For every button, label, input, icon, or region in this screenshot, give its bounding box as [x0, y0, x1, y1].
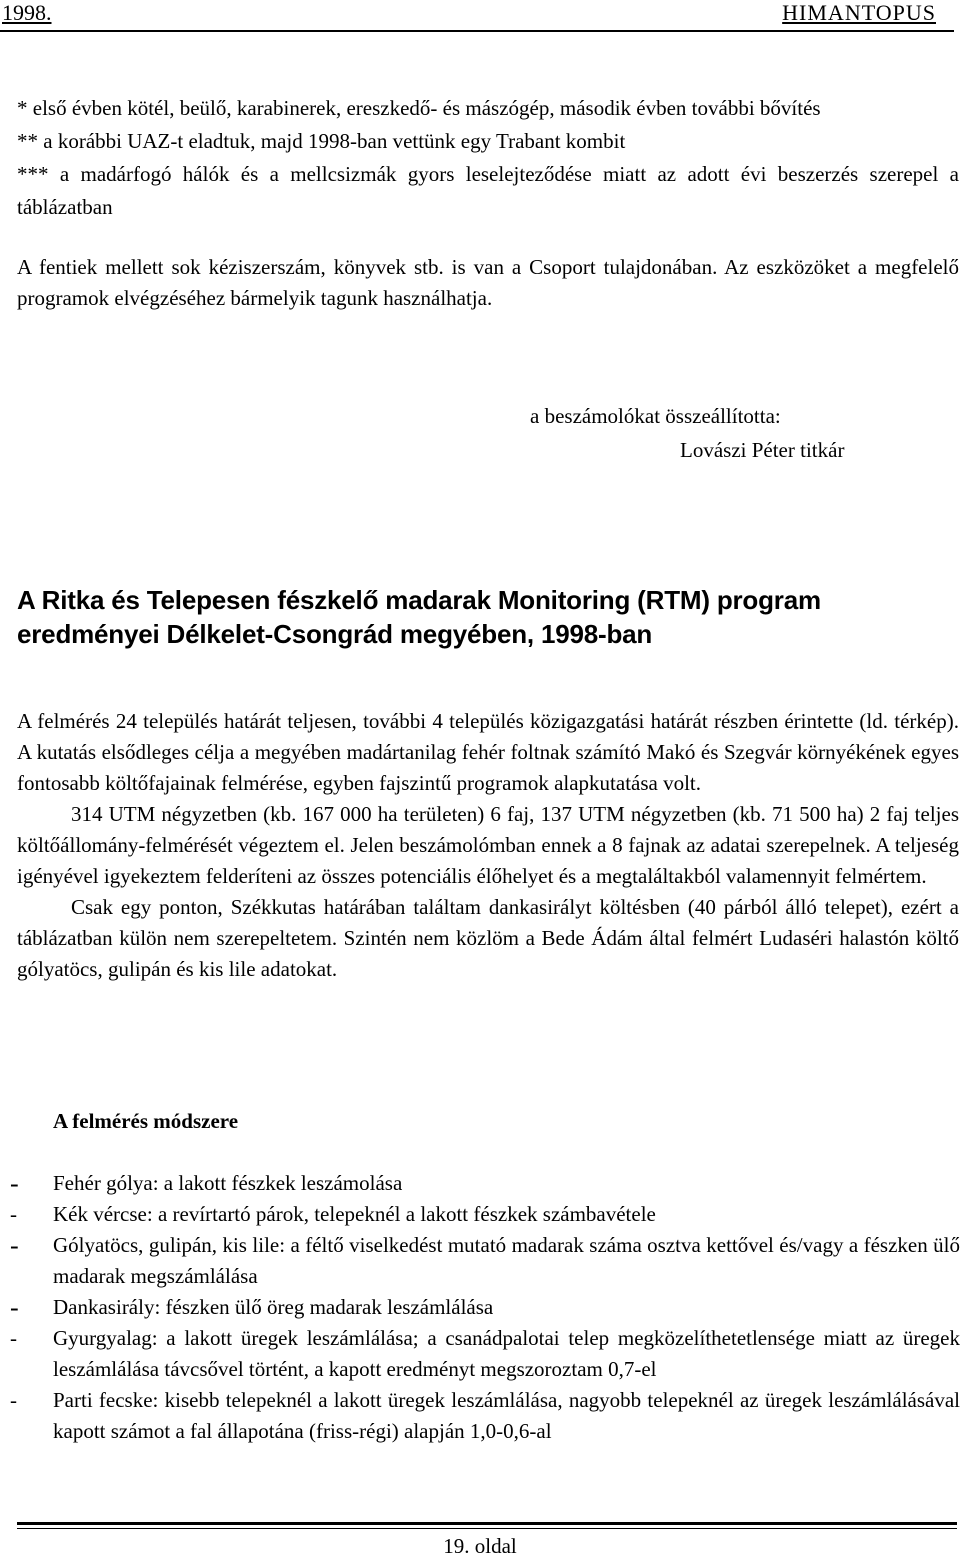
- footer-rule-thin: [17, 1528, 957, 1529]
- page-header: [0, 0, 954, 32]
- body-paragraph-2: 314 UTM négyzetben (kb. 167 000 ha területen) 6 faj, 137 UTM négyzetben (kb. 71 500 ha) 2 faj teljes költőállomány-felmérését végeztem el. Jelen beszámolómban ennek a 8 fajnak az adatai szerepelnek. A teljeség igényével igyekeztem felderíteni az összes potenciális élőhelyet és a megtaláltakból valamennyit felmértem.: [17, 802, 959, 888]
- footnote-2: ** a korábbi UAZ-t eladtuk, majd 1998-ban vettünk egy Trabant kombit: [17, 129, 626, 153]
- article-title: A Ritka és Telepesen fészkelő madarak Monitoring (RTM) program eredményei Délkelet-Csongrád megyében, 1998-ban: [17, 585, 821, 649]
- article-body: [17, 706, 959, 985]
- body-paragraph-3: Csak egy ponton, Székkutas határában találtam dankasirályt költésben (40 párból álló telepet), ezért a táblázatban külön nem szerepeltetem. Szintén nem közlöm a Bede Ádám által felmért Ludaséri halastón költő gólyatöcs, gulipán és kis lile adatokat.: [17, 895, 959, 981]
- list-item: [10, 1323, 960, 1385]
- list-item: [10, 1230, 960, 1292]
- dash-bullet: -: [10, 1169, 19, 1198]
- list-item-text: Gólyatöcs, gulipán, kis lile: a féltő viselkedést mutató madarak száma osztva kettővel és/vagy a fészken ülő madarak megszámlálása: [53, 1233, 960, 1288]
- footnote-1: * első évben kötél, beülő, karabinerek, ereszkedő- és mászógép, második évben további bővítés: [17, 96, 821, 120]
- body-paragraph-1: A felmérés 24 település határát teljesen, további 4 település közigazgatási határát részben érintette (ld. térkép). A kutatás elsődleges célja a megyében madártanilag fehér foltnak számító Makó és Szegvár környékének egyes fontosabb költőfajainak felmérése, egyben fajszintű programok alapkutatása volt.: [17, 709, 959, 795]
- signature: [530, 399, 950, 462]
- signature-line-1: a beszámolókat összeállította:: [530, 404, 781, 428]
- header-journal: HIMANTOPUS: [782, 0, 936, 25]
- paragraph-tools: A fentiek mellett sok kéziszerszám, könyvek stb. is van a Csoport tulajdonában. Az eszközöket a megfelelő programok elvégzéséhez bármelyik tagunk használhatja.: [17, 255, 959, 310]
- list-item-text: Gyurgyalag: a lakott üregek leszámlálása; a csanádpalotai telep megközelíthetetlensége miatt az üregek leszámlálása távcsővel történt, a kapott eredményt megszoroztam 0,7-el: [53, 1326, 960, 1381]
- dash-bullet: -: [10, 1326, 17, 1350]
- list-item-text: Kék vércse: a revírtartó párok, telepeknél a lakott fészkek számbavétele: [53, 1202, 656, 1226]
- footnote-3: *** a madárfogó hálók és a mellcsizmák gyors leselejteződése miatt az adott évi beszerzés szerepel a táblázatban: [17, 162, 959, 219]
- dash-bullet: -: [10, 1293, 19, 1322]
- page-number: 19. oldal: [443, 1534, 517, 1558]
- list-item: [10, 1292, 960, 1323]
- footnotes: [17, 92, 959, 224]
- dash-bullet: -: [10, 1231, 19, 1260]
- signature-name: Lovászi Péter titkár: [680, 438, 845, 462]
- dash-bullet: -: [10, 1202, 17, 1226]
- footer-rule-thick: [17, 1522, 957, 1525]
- list-item-text: Parti fecske: kisebb telepeknél a lakott üregek leszámlálása, nagyobb telepeknél az üregek leszámlálásával kapott számot a fal állapotána (friss-régi) alapján 1,0-0,6-al: [53, 1388, 960, 1443]
- section-title: A felmérés módszere: [53, 1109, 239, 1133]
- methods-list: [10, 1168, 960, 1447]
- list-item: [10, 1385, 960, 1447]
- list-item: [10, 1199, 960, 1230]
- dash-bullet: -: [10, 1388, 17, 1412]
- header-year: 1998.: [2, 0, 52, 25]
- list-item-text: Fehér gólya: a lakott fészkek leszámolása: [53, 1171, 403, 1195]
- list-item: [10, 1168, 960, 1199]
- list-item-text: Dankasirály: fészken ülő öreg madarak leszámlálása: [53, 1295, 494, 1319]
